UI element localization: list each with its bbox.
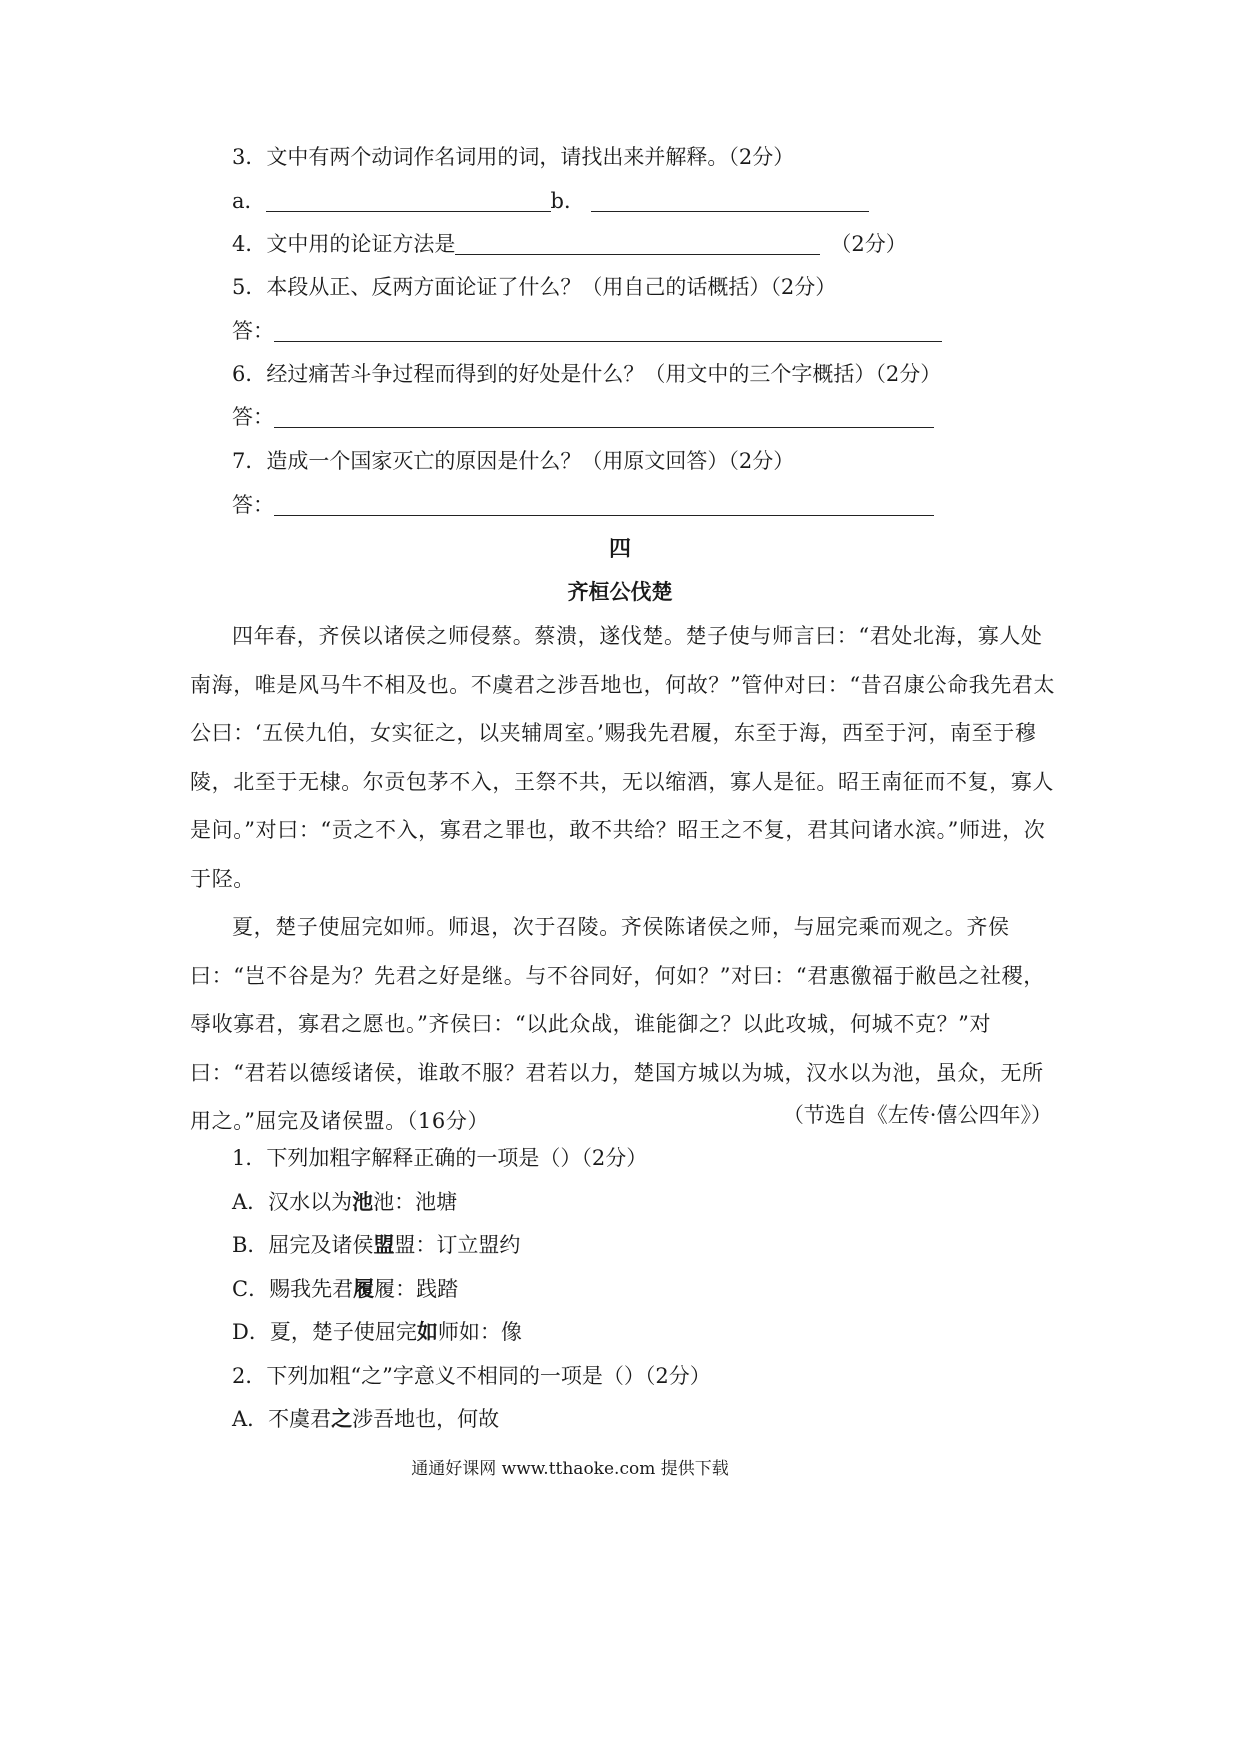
answer-6 [232,402,934,432]
question-5: 5．本段从正、反两方面论证了什么？（用自己的话概括）（2分） [232,275,837,299]
option-text: 涉吾地也，何故 [352,1407,500,1431]
question-7: 7．造成一个国家灭亡的原因是什么？（用原文回答）（2分） [232,449,795,473]
option-text: 池：池塘 [373,1190,458,1214]
q1-option-b[interactable] [232,1230,520,1260]
option-bold-char: 之 [331,1406,353,1431]
option-bold-char: 如 [416,1319,438,1344]
answer-label: 答： [232,405,274,429]
answer-6-line[interactable] [274,405,934,428]
blank-a-line[interactable] [266,189,551,212]
question-4-blank[interactable] [455,232,820,255]
question-4-suffix: （2分） [830,232,907,256]
question-1: 1．下列加粗字解释正确的一项是（）（2分） [232,1146,648,1170]
blank-b-line[interactable] [591,189,869,212]
blank-a-label: a． [232,189,266,213]
question-6: 6．经过痛苦斗争过程而得到的好处是什么？（用文中的三个字概括）（2分） [232,362,942,386]
question-3-blanks [232,186,869,216]
q2-option-a[interactable] [232,1404,499,1434]
q1-option-a[interactable] [232,1187,457,1217]
answer-7 [232,490,934,520]
question-4 [232,229,907,259]
option-text: B．屈完及诸侯 [232,1233,374,1257]
question-3: 3．文中有两个动词作名词用的词，请找出来并解释。（2分） [232,145,795,169]
page-footer: 通通好课网 www.tthaoke.com 提供下载 [411,1459,729,1479]
blank-b-label: b． [550,189,585,213]
passage-paragraph-1: 四年春，齐侯以诸侯之师侵蔡。蔡溃，遂伐楚。楚子使与师言曰：“君处北海，寡人处南海，唯是风马牛不相及也。不虞君之涉吾地也，何故？”管仲对曰：“昔召康公命我先君太公曰：‘五侯九伯，女实征之，以夹辅周室。’赐我先君履，东至于海，西至于河，南至于穆陵，北至于无棣。尔贡包茅不入，王祭不共，无以缩酒，寡人是征。昭王南征而不复，寡人是问。”对曰：“贡之不入，寡君之罪也，敢不共给？昭王之不复，君其问诸水滨。”师进，次于陉。 [190,624,1056,891]
passage-title: 齐桓公伐楚 [567,579,673,604]
answer-5-line[interactable] [274,319,942,342]
answer-7-line[interactable] [274,493,934,516]
answer-label: 答： [232,319,274,343]
option-text: A．汉水以为 [232,1190,353,1214]
option-text: C．赐我先君 [232,1277,354,1301]
answer-5 [232,316,942,346]
option-text: 履：践踏 [374,1277,459,1301]
q1-option-c[interactable] [232,1274,458,1304]
answer-label: 答： [232,493,274,517]
question-2: 2．下列加粗“之”字意义不相同的一项是（）（2分） [232,1364,711,1388]
passage-source: （节选自《左传·僖公四年》） [782,1103,1052,1127]
option-text: 师如：像 [437,1320,522,1344]
passage-body [190,612,1060,1146]
option-bold-char: 履 [353,1276,375,1301]
q1-option-d[interactable] [232,1317,522,1347]
option-bold-char: 盟 [373,1232,395,1257]
option-text: 盟：订立盟约 [394,1233,521,1257]
passage-paragraph-2: 夏，楚子使屈完如师。师退，次于召陵。齐侯陈诸侯之师，与屈完乘而观之。齐侯曰：“岂不谷是为？先君之好是继。与不谷同好，何如？”对曰：“君惠徼福于敝邑之社稷，辱收寡君，寡君之愿也。”齐侯曰：“以此众战，谁能御之？以此攻城，何城不克？”对曰：“君若以德绥诸侯，谁敢不服？君若以力，楚国方城以为城，汉水以为池，虽众，无所用之。”屈完及诸侯盟。（16分） [190,915,1045,1133]
section-number: 四 [608,536,631,562]
option-text: A．不虞君 [232,1407,332,1431]
option-bold-char: 池 [352,1189,374,1214]
question-4-prefix: 4．文中用的论证方法是 [232,232,456,256]
option-text: D．夏，楚子使屈完 [232,1320,417,1344]
